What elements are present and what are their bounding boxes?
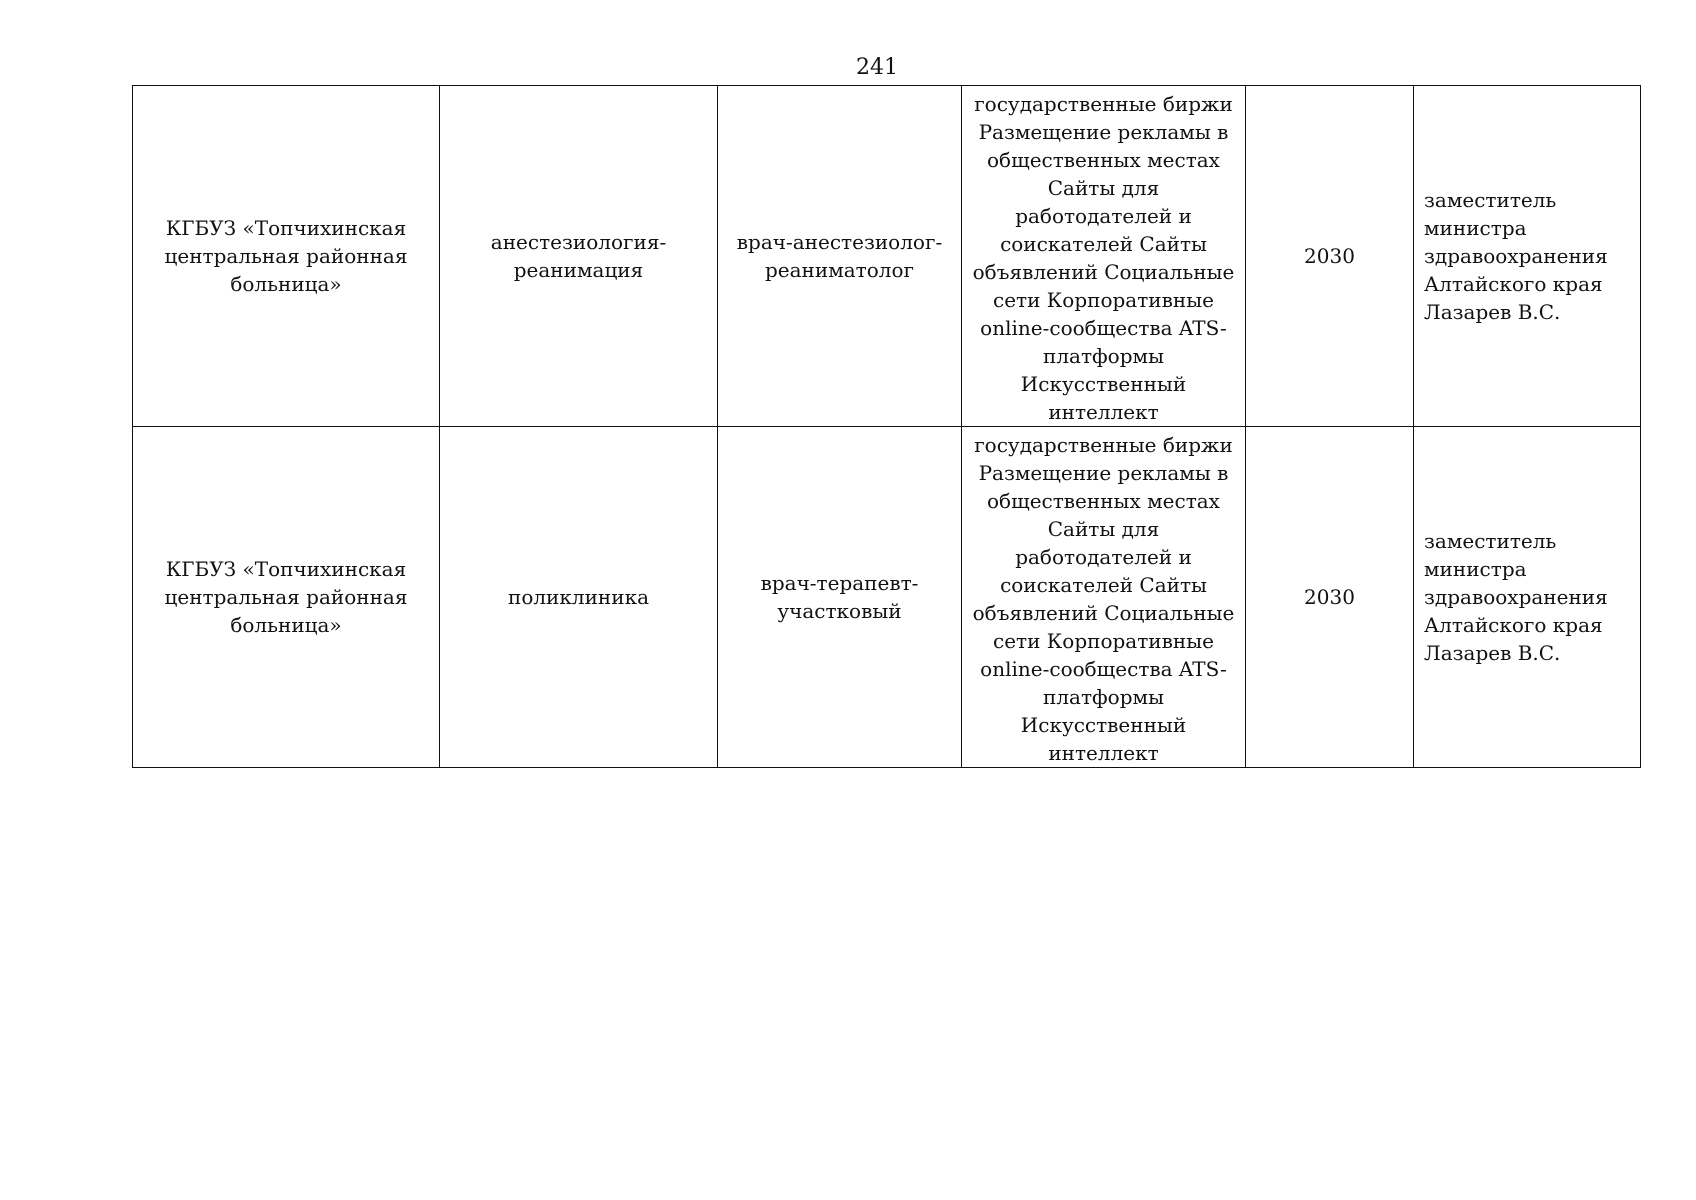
channels-cell: государственные биржи Размещение рекламы в общественных местах Сайты для работодателей и соискателей Сайты объявлений Социальные сети Корпоративные online-сообщества ATS-платформы Искусственный интеллект <box>962 86 1246 427</box>
year-cell: 2030 <box>1246 427 1414 768</box>
organization-cell: КГБУЗ «Топчихинская центральная районная больница» <box>133 86 440 427</box>
organization-cell: КГБУЗ «Топчихинская центральная районная больница» <box>133 427 440 768</box>
year-cell: 2030 <box>1246 86 1414 427</box>
position-cell: врач-анестезиолог-реаниматолог <box>718 86 962 427</box>
vacancy-table <box>132 85 1641 768</box>
position-cell: врач-терапевт-участковый <box>718 427 962 768</box>
table-row <box>133 86 1641 427</box>
responsible-cell: заместитель министра здравоохранения Алтайского края Лазарев В.С. <box>1414 86 1641 427</box>
responsible-cell: заместитель министра здравоохранения Алтайского края Лазарев В.С. <box>1414 427 1641 768</box>
channels-cell: государственные биржи Размещение рекламы в общественных местах Сайты для работодателей и соискателей Сайты объявлений Социальные сети Корпоративные online-сообщества ATS-платформы Искусственный интеллект <box>962 427 1246 768</box>
specialty-cell: анестезиология-реанимация <box>440 86 718 427</box>
specialty-cell: поликлиника <box>440 427 718 768</box>
page-number: 241 <box>856 55 898 80</box>
table-row <box>133 427 1641 768</box>
